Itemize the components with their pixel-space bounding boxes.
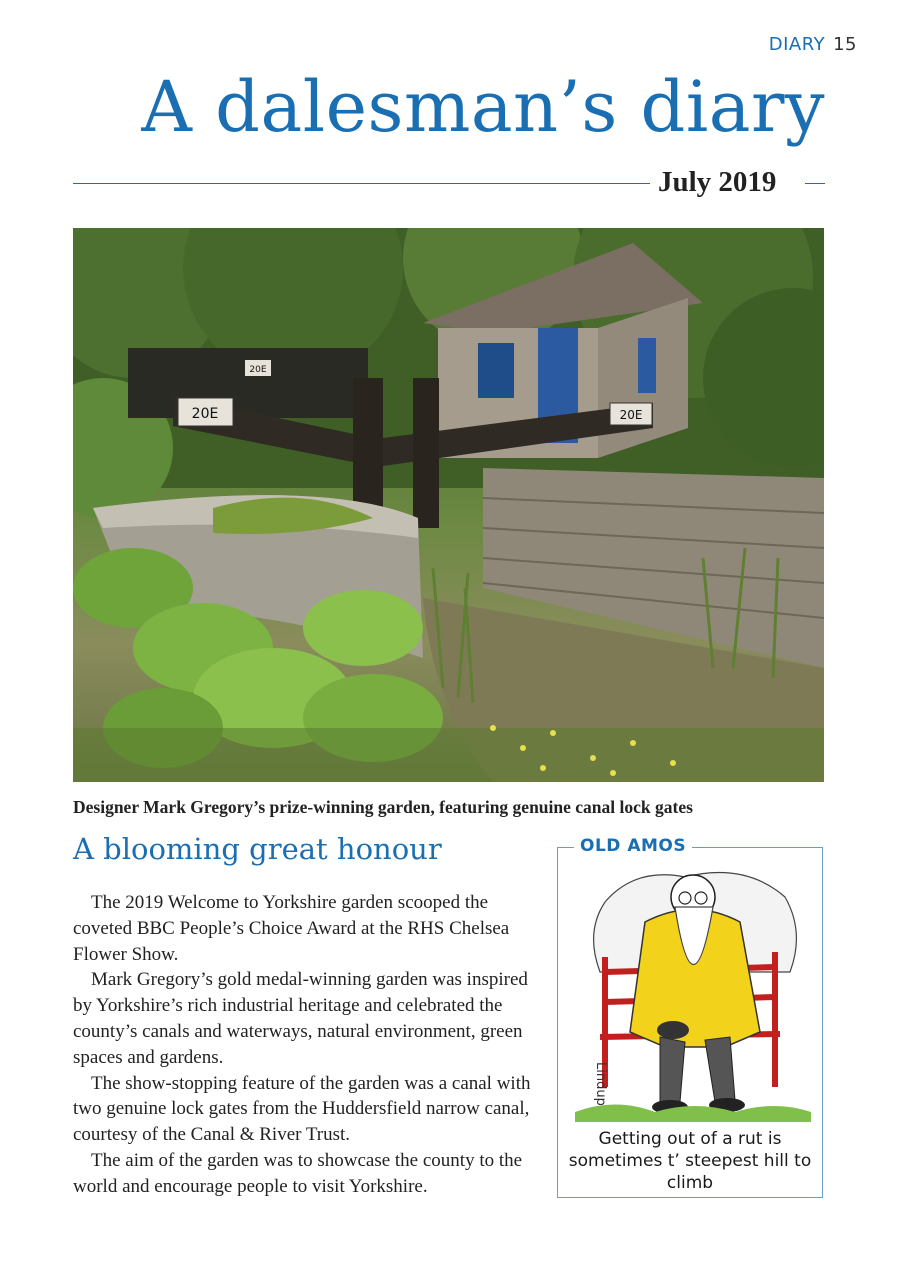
gate-sign-right: 20E bbox=[619, 408, 643, 422]
gate-sign-left: 20E bbox=[191, 406, 219, 422]
dateline-rule-right bbox=[805, 183, 825, 184]
article-paragraph: Mark Gregory’s gold medal-winning garden was inspired by Yorkshire’s rich industrial heritage and celebrated the county’s canals and waterways, natural environment, green spaces and gardens. bbox=[73, 969, 528, 1068]
old-amos-cartoon bbox=[575, 862, 811, 1122]
page-folio bbox=[769, 34, 857, 55]
garden-photo bbox=[73, 228, 824, 782]
article-body bbox=[73, 890, 543, 1200]
cartoon-caption: Getting out of a rut is sometimes t’ steepest hill to climb bbox=[568, 1129, 812, 1193]
photo-caption: Designer Mark Gregory’s prize-winning garden, featuring genuine canal lock gates bbox=[73, 797, 693, 817]
section-label: DIARY bbox=[768, 34, 826, 55]
page-title: A dalesman’s diary bbox=[141, 66, 825, 148]
article-paragraph: The aim of the garden was to showcase the county to the world and encourage people to visit Yorkshire. bbox=[73, 1149, 523, 1197]
article-heading: A blooming great honour bbox=[73, 832, 442, 866]
gate-sign-back: 20E bbox=[249, 365, 267, 375]
cartoon-signature: Lindup bbox=[593, 1062, 608, 1106]
dateline bbox=[73, 166, 825, 202]
article-paragraph: The show-stopping feature of the garden was a canal with two genuine lock gates from the Huddersfield narrow canal, courtesy of the Canal & River Trust. bbox=[73, 1072, 531, 1146]
dateline-rule-left bbox=[73, 183, 650, 184]
page-number: 15 bbox=[833, 34, 857, 55]
article-paragraph: The 2019 Welcome to Yorkshire garden scooped the coveted BBC People’s Choice Award at the RHS Chelsea Flower Show. bbox=[73, 892, 510, 965]
issue-date: July 2019 bbox=[658, 166, 777, 198]
cartoon-label: OLD AMOS bbox=[574, 836, 692, 856]
